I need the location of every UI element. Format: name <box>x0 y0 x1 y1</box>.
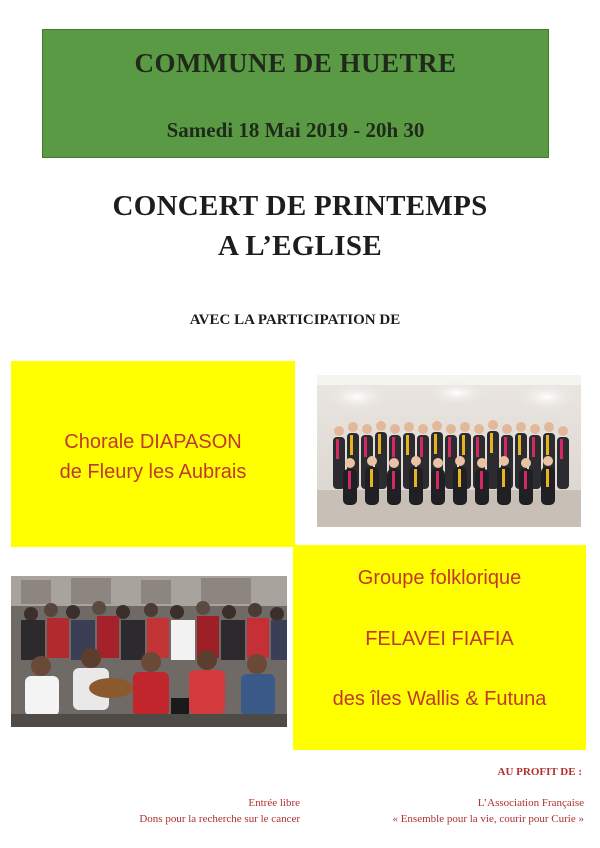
entree-libre: Entrée libre <box>248 797 300 809</box>
commune-name: COMMUNE DE HUETRE <box>134 48 457 78</box>
participation-heading: AVEC LA PARTICIPATION DE <box>189 312 401 328</box>
choir-city: de Fleury les Aubrais <box>59 461 247 483</box>
title-line-1: CONCERT DE PRINTEMPS <box>112 190 488 222</box>
header-banner <box>42 29 549 158</box>
choir-panel <box>11 361 295 547</box>
folk-group-name: FELAVEI FIAFIA <box>365 628 514 650</box>
folk-group-type: Groupe folklorique <box>357 567 522 589</box>
choir-name: Chorale DIAPASON <box>64 431 242 453</box>
right-footer <box>340 796 584 828</box>
association-name: L’Association Française <box>477 797 584 809</box>
association-slogan: « Ensemble pour la vie, courir pour Curie » <box>392 812 584 825</box>
event-date: Samedi 18 Mai 2019 - 20h 30 <box>166 118 425 142</box>
folk-group-panel <box>293 545 586 750</box>
left-footer <box>100 796 300 828</box>
dons-text: Dons pour la recherche sur le cancer <box>139 812 300 825</box>
title-line-2: A L’EGLISE <box>218 230 382 262</box>
au-profit-label: AU PROFIT DE : <box>497 766 582 778</box>
folk-group-photo <box>11 576 287 727</box>
folk-group-origin: des îles Wallis & Futuna <box>332 688 547 710</box>
choir-photo <box>317 375 581 527</box>
